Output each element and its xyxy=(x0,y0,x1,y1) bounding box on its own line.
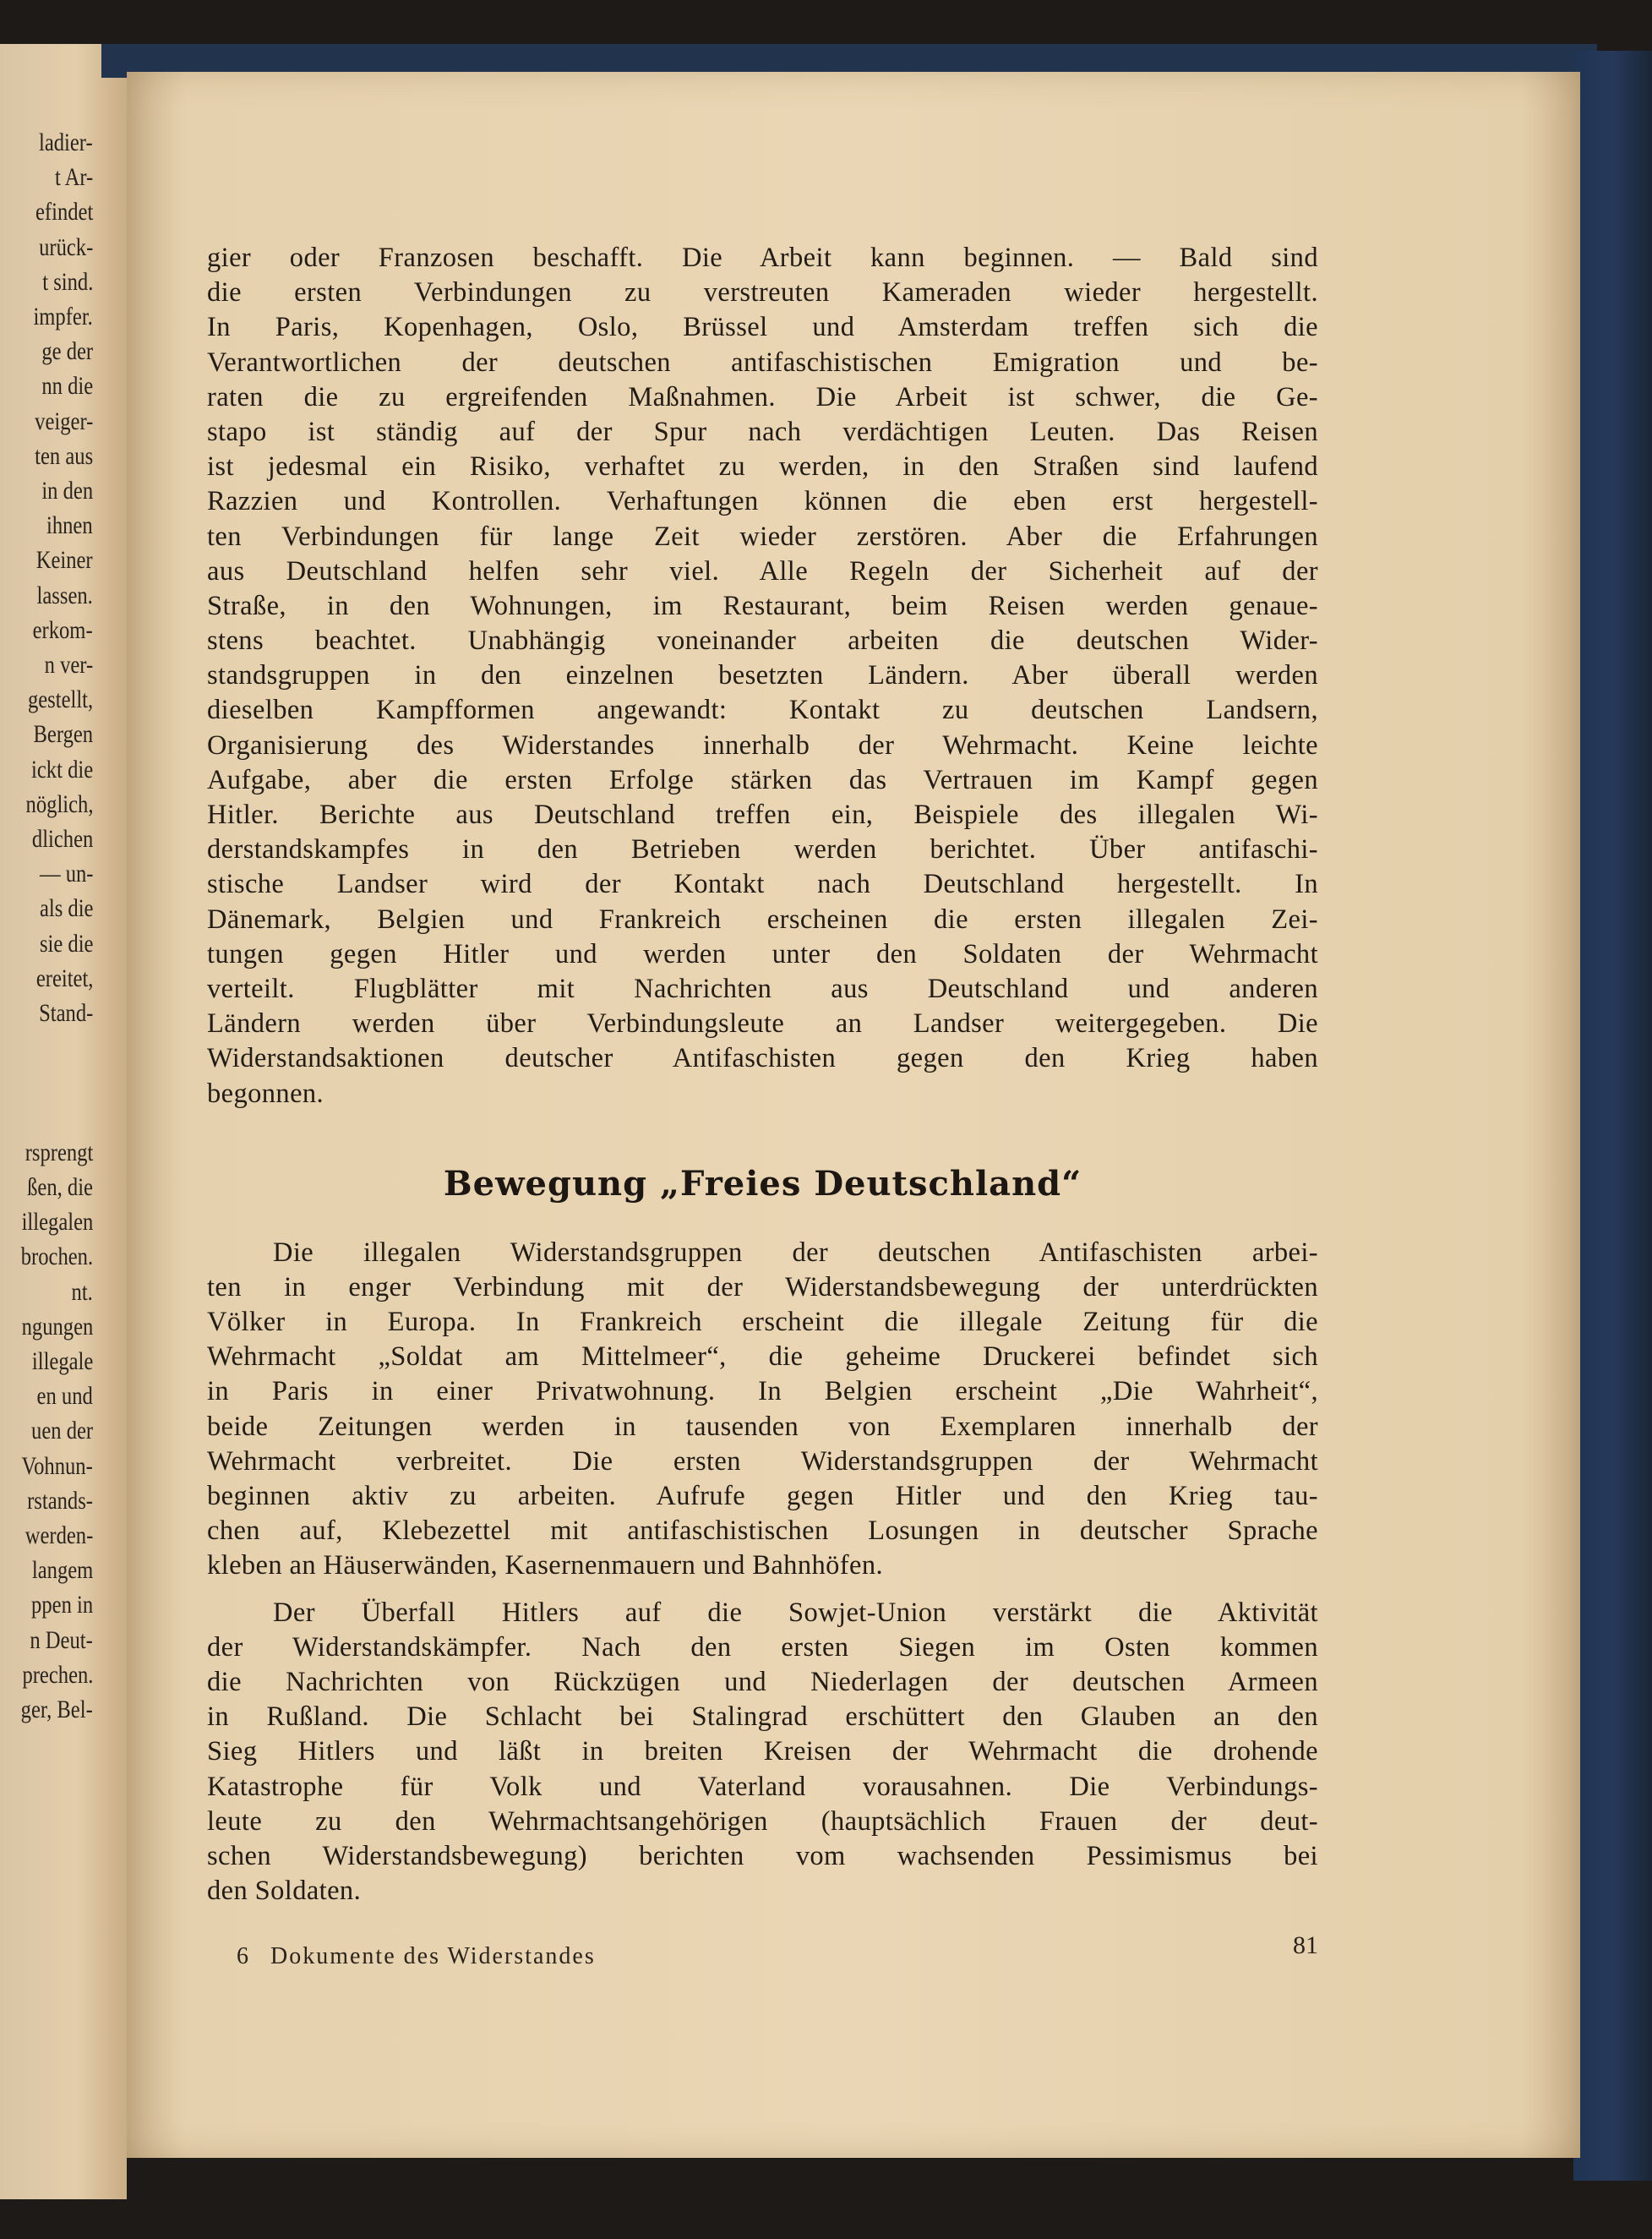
left-page-fragment: ihnen xyxy=(46,511,93,540)
text-line: verteilt. Flugblätter mit Nachrichten aus Deutschland und anderen xyxy=(207,973,1318,1004)
text-line: Dänemark, Belgien und Frankreich erscheinen die ersten illegalen Zei- xyxy=(207,904,1318,935)
left-page-fragment: dlichen xyxy=(31,825,93,853)
text-line: Hitler. Berichte aus Deutschland treffen ein, Beispiele des illegalen Wi- xyxy=(207,800,1318,830)
text-line: kleben an Häuserwänden, Kasernenmauern und Bahnhöfen. xyxy=(207,1550,884,1581)
text-line: dieselben Kampfformen angewandt: Kontakt zu deutschen Landsern, xyxy=(207,695,1318,726)
left-page-fragment: ladier- xyxy=(39,128,93,156)
text-line: Straße, in den Wohnungen, im Restaurant, beim Reisen werden genaue- xyxy=(207,590,1318,621)
left-page-fragment: in den xyxy=(41,477,93,505)
text-line: leute zu den Wehrmachtsangehörigen (hauptsächlich Frauen der deut- xyxy=(207,1805,1318,1837)
left-page-fragment: impfer. xyxy=(33,303,93,330)
text-line: Der Überfall Hitlers auf die Sowjet-Union verstärkt die Aktivität xyxy=(273,1597,1318,1628)
signature-number: 6 xyxy=(237,1943,250,1969)
text-line: Katastrophe für Volk und Vaterland vorausahnen. Die Verbindungs- xyxy=(207,1771,1318,1802)
text-line: Aufgabe, aber die ersten Erfolge stärken das Vertrauen im Kampf gegen xyxy=(207,764,1318,795)
left-page-fragment: ßen, die xyxy=(27,1173,93,1201)
book-cover-edge xyxy=(1573,51,1652,2181)
left-page-fragment: illegale xyxy=(31,1347,93,1375)
left-page-fragment: erkom- xyxy=(32,615,93,644)
text-line: Wehrmacht verbreitet. Die ersten Widerstandsgruppen der Wehrmacht xyxy=(207,1445,1318,1477)
text-line: Ländern werden über Verbindungsleute an Landser weitergegeben. Die xyxy=(207,1008,1318,1040)
text-line: beide Zeitungen werden in tausenden von Exemplaren innerhalb der xyxy=(207,1411,1318,1442)
text-line: Die illegalen Widerstandsgruppen der deutschen Antifaschisten arbei- xyxy=(273,1237,1318,1268)
left-page-fragment: nn die xyxy=(41,372,93,401)
text-line: Völker in Europa. In Frankreich erscheint die illegale Zeitung für die xyxy=(207,1307,1318,1338)
text-line: Sieg Hitlers und läßt in breiten Kreisen der Wehrmacht die drohende xyxy=(207,1736,1318,1767)
left-page-fragment: Bergen xyxy=(33,720,93,749)
paragraph-1 xyxy=(207,241,1318,1111)
left-page-fragment: veiger- xyxy=(34,407,93,435)
left-page-fragment: gestellt, xyxy=(27,685,93,714)
left-page-fragment: Keiner xyxy=(36,546,93,575)
section-heading: Bewegung „Freies Deutschland“ xyxy=(443,1163,1082,1204)
page-text xyxy=(207,241,1318,1909)
text-line: die ersten Verbindungen zu verstreuten Kameraden wieder hergestellt. xyxy=(207,277,1318,309)
text-line: aus Deutschland helfen sehr viel. Alle Regeln der Sicherheit auf der xyxy=(207,555,1318,587)
left-page-fragment: ge der xyxy=(41,337,93,366)
left-page-fragment: langem xyxy=(31,1556,93,1585)
text-line: tungen gegen Hitler und werden unter den Soldaten der Wehrmacht xyxy=(207,938,1318,969)
left-page-fragment: t sind. xyxy=(41,267,93,296)
text-line: Widerstandsaktionen deutscher Antifaschisten gegen den Krieg haben xyxy=(207,1043,1318,1074)
text-line: der Widerstandskämpfer. Nach den ersten Siegen im Osten kommen xyxy=(207,1631,1318,1663)
text-line: in Paris in einer Privatwohnung. In Belgien erscheint „Die Wahrheit“, xyxy=(207,1376,1318,1407)
text-line: derstandskampfes in den Betrieben werden berichtet. Über antifaschi- xyxy=(207,834,1318,866)
text-line: die Nachrichten von Rückzügen und Niederlagen der deutschen Armeen xyxy=(207,1666,1318,1697)
text-line: Wehrmacht „Soldat am Mittelmeer“, die geheime Druckerei befindet sich xyxy=(207,1341,1318,1373)
left-page-fragment: nöglich, xyxy=(25,789,93,818)
left-page-fragment: ereitet, xyxy=(35,964,93,992)
left-page-fragment: urück- xyxy=(38,232,93,261)
left-page-fragment: werden- xyxy=(25,1521,93,1549)
left-page-fragment: ngungen xyxy=(21,1312,93,1341)
left-page-fragment: brochen. xyxy=(20,1242,93,1271)
left-page-fragment: als die xyxy=(39,894,93,923)
text-line: schen Widerstandsbewegung) berichten vom wachsenden Pessimismus bei xyxy=(207,1840,1318,1871)
left-page-fragment: rstands- xyxy=(27,1486,93,1515)
left-page-fragment: uen der xyxy=(30,1417,93,1445)
left-page-fragment: rsprengt xyxy=(25,1138,93,1166)
signature-title: Dokumente des Widerstandes xyxy=(270,1943,596,1969)
text-line: Razzien und Kontrollen. Verhaftungen können die eben erst hergestell- xyxy=(207,486,1318,517)
left-page-fragment: en und xyxy=(36,1382,93,1411)
page-footer xyxy=(237,1931,1318,1982)
left-page-fragment: sie die xyxy=(39,929,93,958)
left-page-fragment: t Ar- xyxy=(54,163,93,192)
text-line: stens beachtet. Unabhängig voneinander arbeiten die deutschen Wider- xyxy=(207,625,1318,657)
left-page-fragment: n Deut- xyxy=(30,1625,93,1654)
text-line: Verantwortlichen der deutschen antifaschistischen Emigration und be- xyxy=(207,347,1318,378)
left-page-fragment: efindet xyxy=(35,198,93,227)
paragraph-3 xyxy=(207,1596,1318,1909)
text-line: Organisierung des Widerstandes innerhalb der Wehrmacht. Keine leichte xyxy=(207,729,1318,761)
text-line: ten in enger Verbindung mit der Widerstandsbewegung der unterdrückten xyxy=(207,1271,1318,1302)
text-line: raten die zu ergreifenden Maßnahmen. Die Arbeit ist schwer, die Ge- xyxy=(207,381,1318,412)
signature-line xyxy=(237,1943,596,1970)
text-line: standsgruppen in den einzelnen besetzten Ländern. Aber überall werden xyxy=(207,660,1318,691)
book-page xyxy=(127,72,1580,2158)
left-page-fragment: ickt die xyxy=(30,755,93,784)
text-line: chen auf, Klebezettel mit antifaschistischen Losungen in deutscher Sprache xyxy=(207,1515,1318,1547)
left-page-edge xyxy=(0,44,127,2199)
text-line: beginnen aktiv zu arbeiten. Aufrufe gegen Hitler und den Krieg tau- xyxy=(207,1481,1318,1511)
left-page-fragment: prechen. xyxy=(22,1660,93,1689)
paragraph-2 xyxy=(207,1236,1318,1584)
text-line: in Rußland. Die Schlacht bei Stalingrad erschüttert den Glauben an den xyxy=(207,1701,1318,1733)
text-line: In Paris, Kopenhagen, Oslo, Brüssel und Amsterdam treffen sich die xyxy=(207,312,1318,343)
text-line: stapo ist ständig auf der Spur nach verdächtigen Leuten. Das Reisen xyxy=(207,416,1318,447)
left-page-fragment: — un- xyxy=(39,860,93,888)
text-line: ist jedesmal ein Risiko, verhaftet zu werden, in den Straßen sind laufend xyxy=(207,451,1318,483)
left-page-fragment: n ver- xyxy=(44,651,93,679)
text-line: ten Verbindungen für lange Zeit wieder zerstören. Aber die Erfahrungen xyxy=(207,521,1318,552)
left-page-fragment: nt. xyxy=(71,1277,93,1306)
left-page-fragment: illegalen xyxy=(21,1208,93,1237)
text-line: begonnen. xyxy=(207,1078,324,1109)
left-page-fragment: ten aus xyxy=(35,441,93,470)
text-line: den Soldaten. xyxy=(207,1876,362,1907)
left-page-fragment: ger, Bel- xyxy=(20,1696,93,1723)
left-page-fragment: Vohnun- xyxy=(21,1451,93,1480)
text-line: stische Landser wird der Kontakt nach Deutschland hergestellt. In xyxy=(207,869,1318,900)
left-page-fragment: Stand- xyxy=(38,999,93,1027)
page-number: 81 xyxy=(1293,1931,1318,1959)
text-line: gier oder Franzosen beschafft. Die Arbeit kann beginnen. — Bald sind xyxy=(207,243,1318,273)
left-page-fragment: ppen in xyxy=(30,1591,93,1619)
left-page-fragment: lassen. xyxy=(36,581,93,609)
